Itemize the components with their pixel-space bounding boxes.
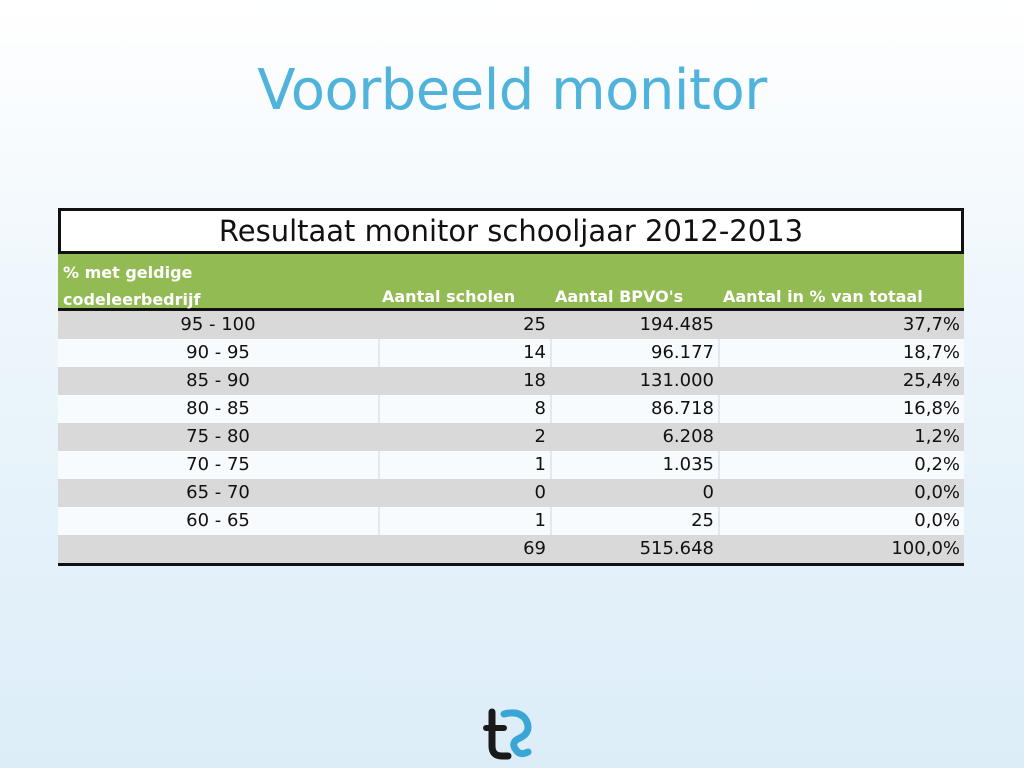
- total-pct-cell: 100,0%: [891, 538, 960, 559]
- range-cell: 75 - 80: [186, 426, 250, 447]
- scholen-cell: 0: [534, 482, 546, 503]
- range-cell: 65 - 70: [186, 482, 250, 503]
- header-aantal-bpvos: Aantal BPVO's: [555, 287, 684, 306]
- bpvo-cell: 1.035: [550, 451, 718, 479]
- pct-cell: 0,0%: [914, 482, 960, 503]
- range-cell: 60 - 65: [58, 507, 378, 535]
- organization-logo-icon: [482, 706, 536, 760]
- bpvo-cell: 86.718: [550, 395, 718, 423]
- slide-title: Voorbeeld monitor: [257, 58, 767, 123]
- range-cell: 90 - 95: [58, 339, 378, 367]
- header-aantal-scholen: Aantal scholen: [382, 287, 516, 306]
- bpvo-cell: 96.177: [550, 339, 718, 367]
- scholen-cell: 2: [534, 426, 546, 447]
- pct-cell: 1,2%: [914, 426, 960, 447]
- table-row: [58, 479, 964, 507]
- scholen-cell: 8: [378, 395, 550, 423]
- pct-cell: 16,8%: [718, 395, 964, 423]
- bpvo-cell: 25: [550, 507, 718, 535]
- range-cell: 95 - 100: [180, 314, 256, 335]
- header-percentage: % met geldige codeleerbedrijf: [63, 263, 201, 309]
- scholen-cell: 18: [523, 370, 546, 391]
- results-table: [58, 208, 964, 566]
- table-header: [58, 254, 964, 311]
- table-caption: Resultaat monitor schooljaar 2012-2013: [58, 208, 964, 254]
- table-row: [58, 311, 964, 339]
- pct-cell: 37,7%: [902, 314, 960, 335]
- bpvo-cell: 131.000: [639, 370, 714, 391]
- bpvo-cell: 6.208: [662, 426, 714, 447]
- total-row: [58, 535, 964, 566]
- bpvo-cell: 194.485: [639, 314, 714, 335]
- table-row: [58, 423, 964, 451]
- table-row: [58, 507, 964, 535]
- table-row: [58, 451, 964, 479]
- table-row: [58, 367, 964, 395]
- pct-cell: 0,0%: [718, 507, 964, 535]
- range-cell: 80 - 85: [58, 395, 378, 423]
- pct-cell: 0,2%: [718, 451, 964, 479]
- table-row: [58, 339, 964, 367]
- table-row: [58, 395, 964, 423]
- range-cell: 85 - 90: [186, 370, 250, 391]
- bpvo-cell: 0: [702, 482, 714, 503]
- total-scholen-cell: 69: [523, 538, 546, 559]
- scholen-cell: 1: [378, 507, 550, 535]
- pct-cell: 18,7%: [718, 339, 964, 367]
- scholen-cell: 25: [523, 314, 546, 335]
- header-percentage-total: Aantal in % van totaal: [723, 287, 923, 306]
- scholen-cell: 1: [378, 451, 550, 479]
- total-range-cell: [58, 535, 378, 563]
- range-cell: 70 - 75: [58, 451, 378, 479]
- total-bpvo-cell: 515.648: [639, 538, 714, 559]
- scholen-cell: 14: [378, 339, 550, 367]
- pct-cell: 25,4%: [902, 370, 960, 391]
